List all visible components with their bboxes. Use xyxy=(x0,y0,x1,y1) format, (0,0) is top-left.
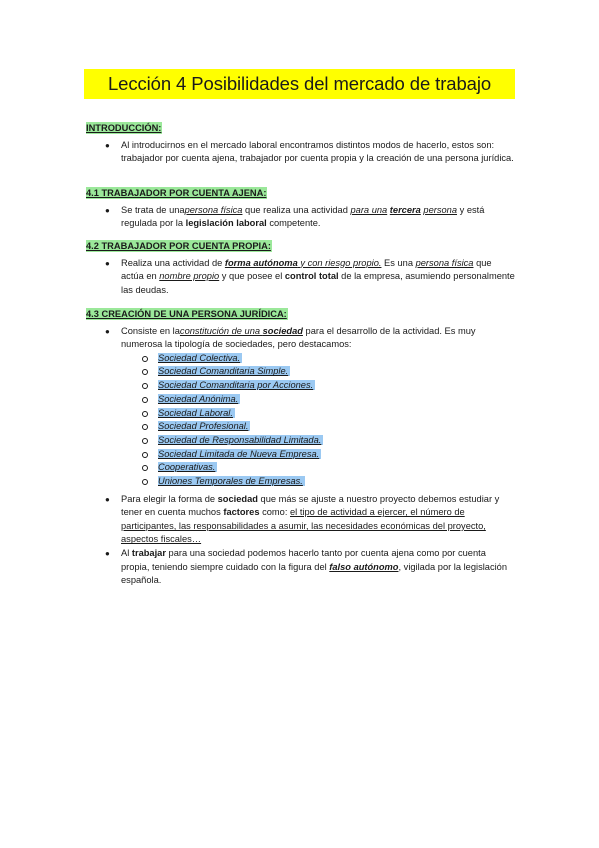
society-type-label: Sociedad de Responsabilidad Limitada. xyxy=(158,434,322,445)
circle-bullet-icon xyxy=(142,424,148,430)
society-type-item xyxy=(86,420,516,434)
bullet-icon: ● xyxy=(105,326,110,336)
s43-bullet-3 xyxy=(86,547,516,588)
s43-bullet-1 xyxy=(86,325,516,352)
s43-text-2: Para elegir la forma de sociedad que más se ajuste a nuestro proyecto debemos estudiar y tener en cuenta muchos factores como: el tipo de actividad a ejercer, el número de participantes, las responsabilidades a asumir, las necesidades económicas del proyecto, aspectos fiscales… xyxy=(121,493,500,545)
intro-bullet xyxy=(86,139,516,166)
section-4-2 xyxy=(86,240,516,297)
society-type-label: Sociedad Comanditaria Simple. xyxy=(158,366,289,377)
s43-heading: 4.3 CREACIÓN DE UNA PERSONA JURÍDICA: xyxy=(86,309,287,319)
society-type-item xyxy=(86,475,516,489)
bullet-icon: ● xyxy=(105,205,110,215)
circle-bullet-icon xyxy=(142,411,148,417)
circle-bullet-icon xyxy=(142,438,148,444)
section-4-3 xyxy=(86,308,516,588)
s43-bullet-2 xyxy=(86,493,516,547)
s43-text-3: Al trabajar para una sociedad podemos hacerlo tanto por cuenta ajena como por cuenta propia, teniendo siempre cuidado con la figura del falso autónomo, vigilada por la legislación española. xyxy=(121,548,508,586)
society-type-item xyxy=(86,434,516,448)
society-type-label: Sociedad Comanditaria por Acciones. xyxy=(158,380,314,391)
s41-bullet xyxy=(86,204,516,231)
circle-bullet-icon xyxy=(142,369,148,375)
s43-text-1: Consiste en laconstitución de una sociedad para el desarrollo de la actividad. Es muy numerosa la tipología de sociedades, pero destacamos: xyxy=(121,325,476,350)
society-type-item xyxy=(86,407,516,421)
society-type-item xyxy=(86,365,516,379)
page-title: Lección 4 Posibilidades del mercado de trabajo xyxy=(107,73,492,94)
society-type-label: Sociedad Limitada de Nueva Empresa. xyxy=(158,448,320,459)
society-type-label: Sociedad Colectiva. xyxy=(158,352,241,363)
society-type-label: Sociedad Laboral. xyxy=(158,407,233,418)
title-highlight xyxy=(84,69,515,99)
circle-bullet-icon xyxy=(142,397,148,403)
circle-bullet-icon xyxy=(142,383,148,389)
society-type-label: Cooperativas. xyxy=(158,462,216,473)
circle-bullet-icon xyxy=(142,452,148,458)
society-type-item xyxy=(86,461,516,475)
intro-text: Al introducirnos en el mercado laboral encontramos distintos modos de hacerlo, estos son: trabajador por cuenta ajena, trabajador por cuenta propia y la creación de una persona jurídica. xyxy=(121,139,514,164)
circle-bullet-icon xyxy=(142,479,148,485)
society-type-item xyxy=(86,379,516,393)
s42-bullet xyxy=(86,257,516,298)
society-type-label: Uniones Temporales de Empresas. xyxy=(158,475,303,486)
bullet-icon: ● xyxy=(105,494,110,504)
s41-heading: 4.1 TRABAJADOR POR CUENTA AJENA: xyxy=(86,188,267,198)
section-4-1 xyxy=(86,187,516,231)
bullet-icon: ● xyxy=(105,549,110,559)
bullet-icon: ● xyxy=(105,140,110,150)
society-type-label: Sociedad Anónima. xyxy=(158,393,239,404)
society-type-item xyxy=(86,448,516,462)
s41-text: Se trata de unapersona física que realiza una actividad para una tercera persona y está regulada por la legislación laboral competente. xyxy=(121,204,485,229)
society-type-item xyxy=(86,393,516,407)
society-type-label: Sociedad Profesional. xyxy=(158,421,249,432)
society-type-item xyxy=(86,352,516,366)
circle-bullet-icon xyxy=(142,356,148,362)
society-types-list xyxy=(86,352,516,489)
s42-text: Realiza una actividad de forma autónoma y con riesgo propio. Es una persona física que actúa en nombre propio y que posee el control total de la empresa, asumiendo personalmente las deudas. xyxy=(121,257,515,295)
section-intro xyxy=(86,122,516,166)
circle-bullet-icon xyxy=(142,465,148,471)
intro-heading: INTRODUCCIÓN: xyxy=(86,123,162,133)
bullet-icon: ● xyxy=(105,258,110,268)
s42-heading: 4.2 TRABAJADOR POR CUENTA PROPIA: xyxy=(86,241,271,251)
